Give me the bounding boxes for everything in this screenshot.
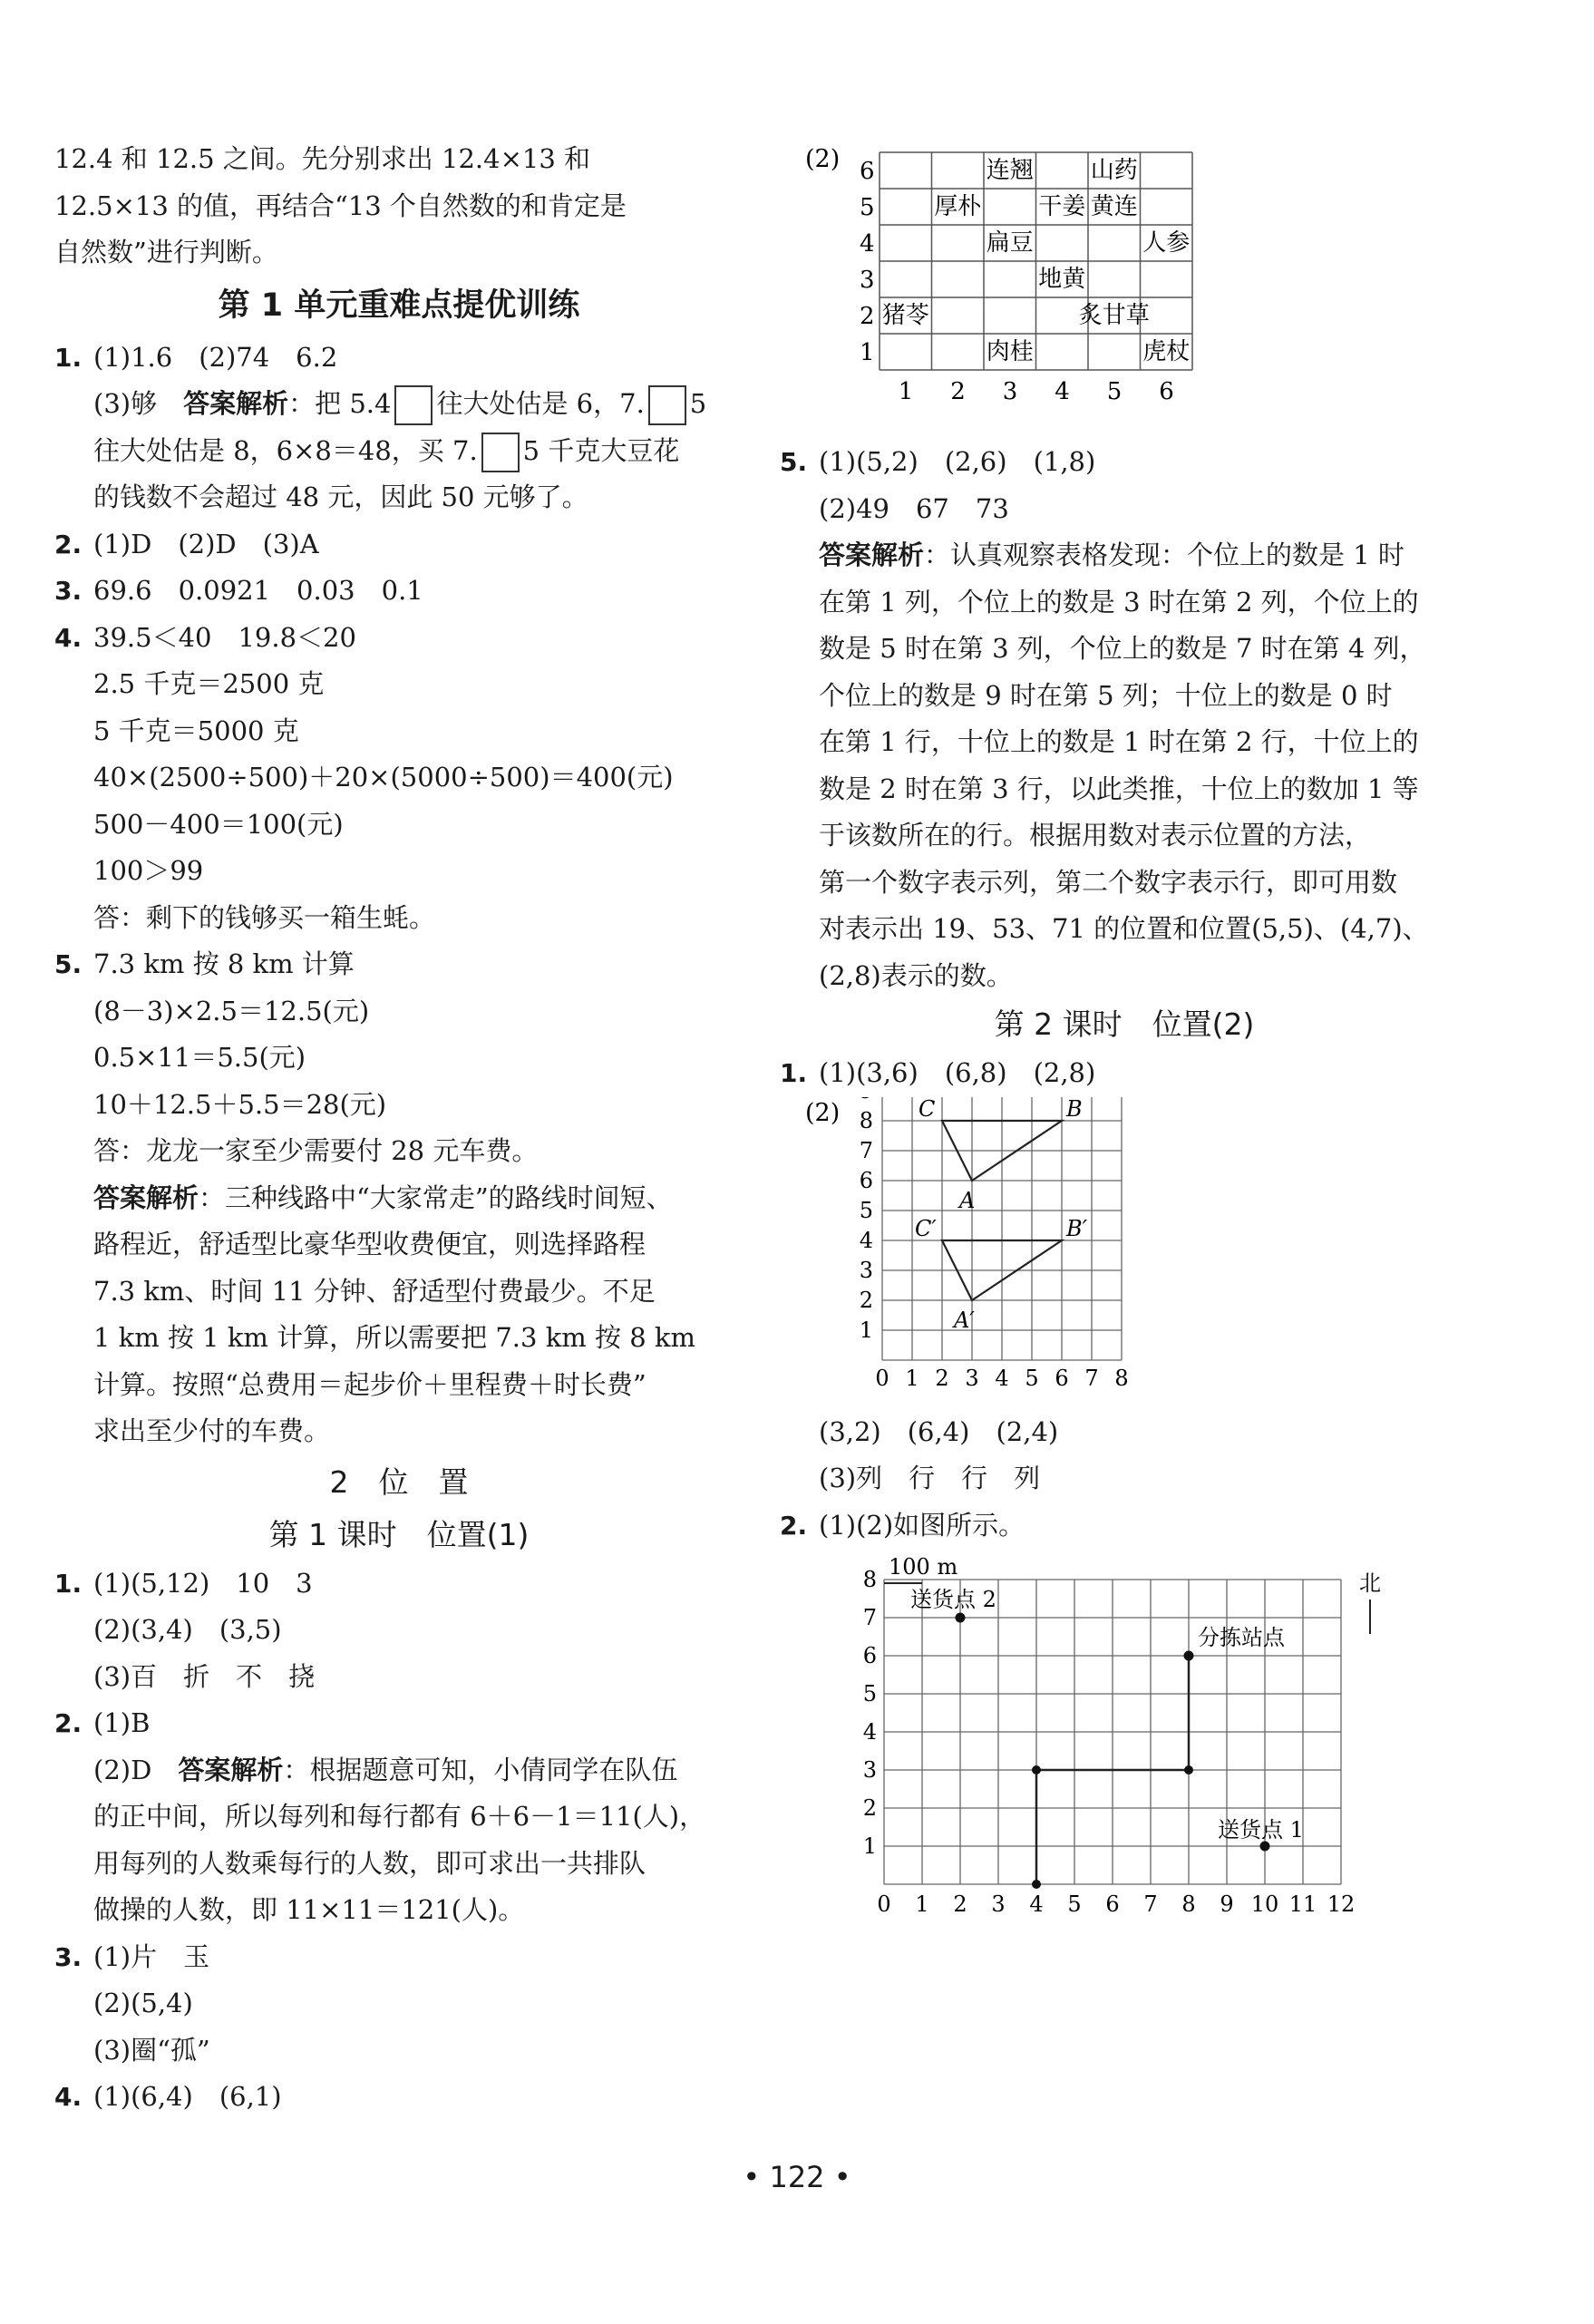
q2-answer: (1)D (2)D (3)A xyxy=(93,528,319,559)
q1-answer: (1)1.6 (2)74 6.2 xyxy=(93,341,338,373)
triangle-graph xyxy=(780,1097,1469,1405)
north-label: 北 xyxy=(1359,1570,1381,1596)
l2q1-line xyxy=(780,1050,1469,1097)
herb-name: 连翘 xyxy=(986,157,1034,184)
q5-explanation: 路程近，舒适型比豪华型收费便宜，则选择路程 xyxy=(93,1229,646,1259)
l1q2-num: 2. xyxy=(54,1708,83,1738)
q5-line xyxy=(54,941,744,988)
l2q1-line: (3,2) (6,4) (2,4) xyxy=(819,1415,1059,1447)
y-tick: 3 xyxy=(859,1257,873,1283)
l1q1-line: (3)百 折 不 挠 xyxy=(93,1660,316,1692)
herb-name: 山药 xyxy=(1090,157,1138,184)
q5-explanation xyxy=(54,1175,744,1222)
q1-line xyxy=(54,428,744,475)
r-q5-explanation: (2,8)表示的数。 xyxy=(819,959,1013,991)
l1q2-line: 做操的人数，即 11×11＝121(人)。 xyxy=(93,1894,525,1925)
y-tick: 7 xyxy=(859,1137,873,1163)
vertex-label-b-prime: B′ xyxy=(1066,1215,1088,1241)
l2q2-num: 2. xyxy=(780,1510,808,1541)
y-tick: 4 xyxy=(859,1227,873,1253)
l1q2-text: ：根据题意可知，小倩同学在队伍 xyxy=(283,1754,678,1785)
l2q1-num: 1. xyxy=(780,1058,808,1088)
scale-label: 100 m xyxy=(889,1554,958,1580)
graph-label: (2) xyxy=(805,1098,841,1127)
r-q5-line xyxy=(780,439,1469,486)
q4-num: 4. xyxy=(54,622,83,653)
r-q5-text: (1)(5,2) (2,6) (1,8) xyxy=(819,446,1096,477)
q1-text: ：把 5.4 xyxy=(288,388,392,419)
q5-line: 0.5×11＝5.5(元) xyxy=(93,1042,306,1073)
row-label: 5 xyxy=(860,194,875,221)
y-tick: 1 xyxy=(859,1317,873,1343)
q4-line: 2.5 千克＝2500 克 xyxy=(93,668,325,699)
chapter-title: 2 位 置 xyxy=(329,1463,469,1500)
q4-line: 100＞99 xyxy=(93,855,204,886)
q2-line xyxy=(54,521,744,569)
vertex-label-a-prime: A′ xyxy=(954,1307,975,1333)
vertex-label-c: C xyxy=(918,1096,936,1122)
q5-line: 答：龙龙一家至少需要付 28 元车费。 xyxy=(93,1135,539,1166)
q1-line xyxy=(54,335,744,382)
q1-text: 往大处估是 6，7. xyxy=(436,388,645,419)
x-tick: 3 xyxy=(991,1891,1006,1917)
l1q1-line xyxy=(54,1561,744,1608)
delivery-map xyxy=(780,1549,1469,1930)
intro-line: 自然数”进行判断。 xyxy=(54,237,278,267)
l2q1-line: (3)列 行 行 列 xyxy=(819,1463,1041,1493)
sorting-station-label: 分拣站点 xyxy=(1198,1625,1285,1650)
q5-explanation: 求出至少付的车费。 xyxy=(93,1415,331,1446)
r-q5-num: 5. xyxy=(780,447,808,477)
x-tick: 8 xyxy=(1114,1365,1129,1391)
q5-explanation: 7.3 km、时间 11 分钟、舒适型付费最少。不足 xyxy=(93,1275,656,1307)
y-tick: 4 xyxy=(862,1719,877,1745)
row-label: 4 xyxy=(860,230,875,258)
l2q2-text: (1)(2)如图所示。 xyxy=(819,1509,1025,1541)
vertex-label-b: B xyxy=(1066,1096,1083,1122)
left-column xyxy=(54,136,744,2121)
y-tick: 3 xyxy=(862,1757,877,1783)
x-tick: 0 xyxy=(875,1365,889,1391)
l2q2-line xyxy=(780,1502,1469,1550)
l1q2-line xyxy=(54,1747,744,1794)
explanation-label: 答案解析 xyxy=(178,1754,284,1785)
x-tick: 4 xyxy=(995,1365,1009,1391)
x-tick: 9 xyxy=(1220,1891,1234,1917)
explanation-label: 答案解析 xyxy=(183,388,289,419)
l1q3-num: 3. xyxy=(54,1941,83,1972)
row-label: 3 xyxy=(860,267,875,294)
l1q2-line: 的正中间，所以每列和每行都有 6＋6－1＝11(人)， xyxy=(93,1801,706,1832)
r-q5-explanation: 在第 1 行，十位上的数是 1 时在第 2 行，十位上的 xyxy=(819,726,1419,757)
col-label: 6 xyxy=(1159,378,1174,405)
q4-line: 5 千克＝5000 克 xyxy=(93,715,299,746)
r-q5-explanation: 个位上的数是 9 时在第 5 列；十位上的数是 0 时 xyxy=(819,679,1393,711)
q1-line: 的钱数不会超过 48 元，因此 50 元够了。 xyxy=(93,481,588,512)
herb-name: 厚朴 xyxy=(934,193,982,220)
l2q1-text: (1)(3,6) (6,8) (2,8) xyxy=(819,1057,1096,1088)
delivery-point-2-label: 送货点 2 xyxy=(910,1587,996,1612)
col-label: 4 xyxy=(1055,378,1070,405)
herb-name: 炙甘草 xyxy=(1078,302,1150,329)
x-tick: 3 xyxy=(965,1365,979,1391)
herb-name: 肉桂 xyxy=(986,338,1034,365)
x-tick: 11 xyxy=(1288,1891,1317,1917)
x-tick: 1 xyxy=(915,1891,929,1917)
q5-exp-text: ：三种线路中“大家常走”的路线时间短、 xyxy=(199,1181,673,1213)
q4-line: 答：剩下的钱够买一箱生蚝。 xyxy=(93,901,436,933)
q5-explanation: 1 km 按 1 km 计算，所以需要把 7.3 km 按 8 km xyxy=(93,1322,695,1353)
q4-line xyxy=(54,615,744,662)
route-node xyxy=(1184,1765,1193,1775)
herb-name: 地黄 xyxy=(1038,266,1086,293)
r-q5-explanation: 数是 5 时在第 3 列，个位上的数是 7 时在第 4 列， xyxy=(819,633,1426,664)
l1q1-num: 1. xyxy=(54,1568,83,1599)
y-tick: 6 xyxy=(859,1167,873,1193)
route-node xyxy=(1184,1651,1193,1660)
q1-sub3: (3)够 xyxy=(93,388,184,419)
x-tick: 1 xyxy=(905,1365,919,1391)
l1q4-text: (1)(6,4) (6,1) xyxy=(93,2081,282,2112)
x-tick: 6 xyxy=(1055,1365,1069,1391)
herb-name: 虎杖 xyxy=(1142,338,1191,365)
delivery-point-1-label: 送货点 1 xyxy=(1218,1817,1304,1843)
q5-num: 5. xyxy=(54,949,83,979)
lesson-title: 第 1 课时 位置(1) xyxy=(268,1516,530,1552)
l1q4-line xyxy=(54,2074,744,2121)
right-column xyxy=(780,136,1469,1933)
x-tick: 4 xyxy=(1029,1891,1044,1917)
explanation-label: 答案解析 xyxy=(93,1181,199,1213)
r-q5-line: (2)49 67 73 xyxy=(819,492,1009,524)
col-label: 3 xyxy=(1002,378,1018,405)
q5-text: 7.3 km 按 8 km 计算 xyxy=(93,948,355,979)
col-label: 2 xyxy=(950,378,966,405)
intro-line: 12.5×13 的值，再结合“13 个自然数的和肯定是 xyxy=(54,190,627,221)
route-node xyxy=(1032,1765,1041,1775)
y-tick: 5 xyxy=(859,1197,873,1223)
x-tick: 0 xyxy=(877,1891,891,1917)
l1q1-line: (2)(3,4) (3,5) xyxy=(93,1614,282,1645)
delivery-point-1-dot xyxy=(1260,1842,1270,1852)
page-number: • 122 • xyxy=(743,2160,851,2194)
l1q4-num: 4. xyxy=(54,2082,83,2112)
herb-name: 猪苓 xyxy=(881,302,929,329)
row-label: 1 xyxy=(860,339,875,366)
q3-num: 3. xyxy=(54,576,83,606)
grid-label: (2) xyxy=(805,145,841,173)
q2-num: 2. xyxy=(54,529,83,559)
row-label: 2 xyxy=(860,303,875,330)
l1q1-text: (1)(5,12) 10 3 xyxy=(93,1567,313,1599)
x-tick: 8 xyxy=(1181,1891,1196,1917)
r-q5-exp: ：认真观察表格发现：个位上的数是 1 时 xyxy=(924,540,1404,570)
l1q3-line: (3)圈“孤” xyxy=(93,2034,210,2066)
vertex-label-a: A xyxy=(959,1187,976,1213)
herb-name: 干姜 xyxy=(1038,193,1086,220)
route-node xyxy=(1032,1880,1041,1889)
y-tick: 5 xyxy=(862,1681,877,1707)
x-tick: 5 xyxy=(1025,1365,1039,1391)
herb-name: 扁豆 xyxy=(986,229,1034,257)
q1-num: 1. xyxy=(54,342,83,373)
q1-text: 5 千克大豆花 xyxy=(522,434,680,466)
q5-line: 10＋12.5＋5.5＝28(元) xyxy=(93,1088,387,1120)
y-tick: 6 xyxy=(862,1643,877,1668)
r-q5-explanation: 第一个数字表示列，第二个数字表示行，即可用数 xyxy=(819,866,1398,898)
blank-box xyxy=(648,385,686,425)
l1q2-line xyxy=(54,1700,744,1747)
l1q2-line: 用每列的人数乘每行的人数，即可求出一共排队 xyxy=(93,1847,646,1879)
herb-name: 黄连 xyxy=(1090,193,1138,220)
row-label: 6 xyxy=(860,158,875,185)
col-label: 5 xyxy=(1106,378,1123,405)
col-label: 1 xyxy=(898,378,914,405)
blank-box xyxy=(481,433,520,472)
l1q3-line: (2)(5,4) xyxy=(93,1988,193,2018)
l1q2-text: (1)B xyxy=(93,1707,151,1738)
y-tick xyxy=(860,1097,873,1104)
q5-line: (8－3)×2.5＝12.5(元) xyxy=(93,995,370,1026)
l1q2-text: (2)D xyxy=(93,1754,179,1785)
q1-text: 往大处估是 8，6×8＝48，买 7. xyxy=(93,434,478,466)
r-q5-explanation: 于该数所在的行。根据用数对表示位置的方法， xyxy=(819,820,1372,851)
x-tick: 6 xyxy=(1105,1891,1120,1917)
blank-box xyxy=(394,385,433,425)
r-q5-explanation: 对表示出 19、53、71 的位置和位置(5,5)、(4,7)、 xyxy=(819,913,1429,944)
unit-title: 第 1 单元重难点提优训练 xyxy=(218,287,580,324)
q1-text: 5 xyxy=(689,388,707,419)
explanation-label: 答案解析 xyxy=(819,540,925,570)
q3-line xyxy=(54,568,744,615)
y-tick: 8 xyxy=(862,1567,877,1592)
y-tick: 8 xyxy=(859,1107,873,1133)
r-q5-explanation xyxy=(780,532,1469,579)
l1q3-line xyxy=(54,1934,744,1981)
x-tick: 7 xyxy=(1084,1365,1099,1391)
q4-line: 40×(2500÷500)＋20×(5000÷500)＝400(元) xyxy=(93,762,674,792)
x-tick: 12 xyxy=(1327,1891,1356,1917)
vertex-label-c-prime: C′ xyxy=(915,1215,937,1241)
intro-line: 12.4 和 12.5 之间。先分别求出 12.4×13 和 xyxy=(54,143,591,174)
x-tick: 5 xyxy=(1067,1891,1082,1917)
x-tick: 7 xyxy=(1143,1891,1158,1917)
r-q5-explanation: 在第 1 列，个位上的数是 3 时在第 2 列，个位上的 xyxy=(819,586,1419,617)
x-tick: 2 xyxy=(953,1891,967,1917)
y-tick: 1 xyxy=(862,1833,877,1859)
herb-grid xyxy=(780,136,1469,435)
lesson-title: 第 2 课时 位置(2) xyxy=(994,1006,1255,1042)
q4-text: 39.5＜40 19.8＜20 xyxy=(93,621,356,653)
y-tick: 7 xyxy=(862,1605,877,1630)
y-tick: 2 xyxy=(862,1795,877,1821)
q4-line: 500－400＝100(元) xyxy=(93,808,344,840)
q1-line xyxy=(54,381,744,428)
q5-explanation: 计算。按照“总费用＝起步价＋里程费＋时长费” xyxy=(93,1368,646,1400)
y-tick: 2 xyxy=(859,1287,873,1313)
x-tick: 10 xyxy=(1250,1891,1279,1917)
l1q3-text: (1)片 玉 xyxy=(93,1940,210,1972)
x-tick: 2 xyxy=(935,1365,949,1391)
herb-name: 人参 xyxy=(1142,229,1191,257)
q3-answer: 69.6 0.0921 0.03 0.1 xyxy=(93,575,423,606)
delivery-point-2-dot xyxy=(956,1613,966,1623)
r-q5-explanation: 数是 2 时在第 3 行，以此类推，十位上的数加 1 等 xyxy=(819,773,1419,804)
